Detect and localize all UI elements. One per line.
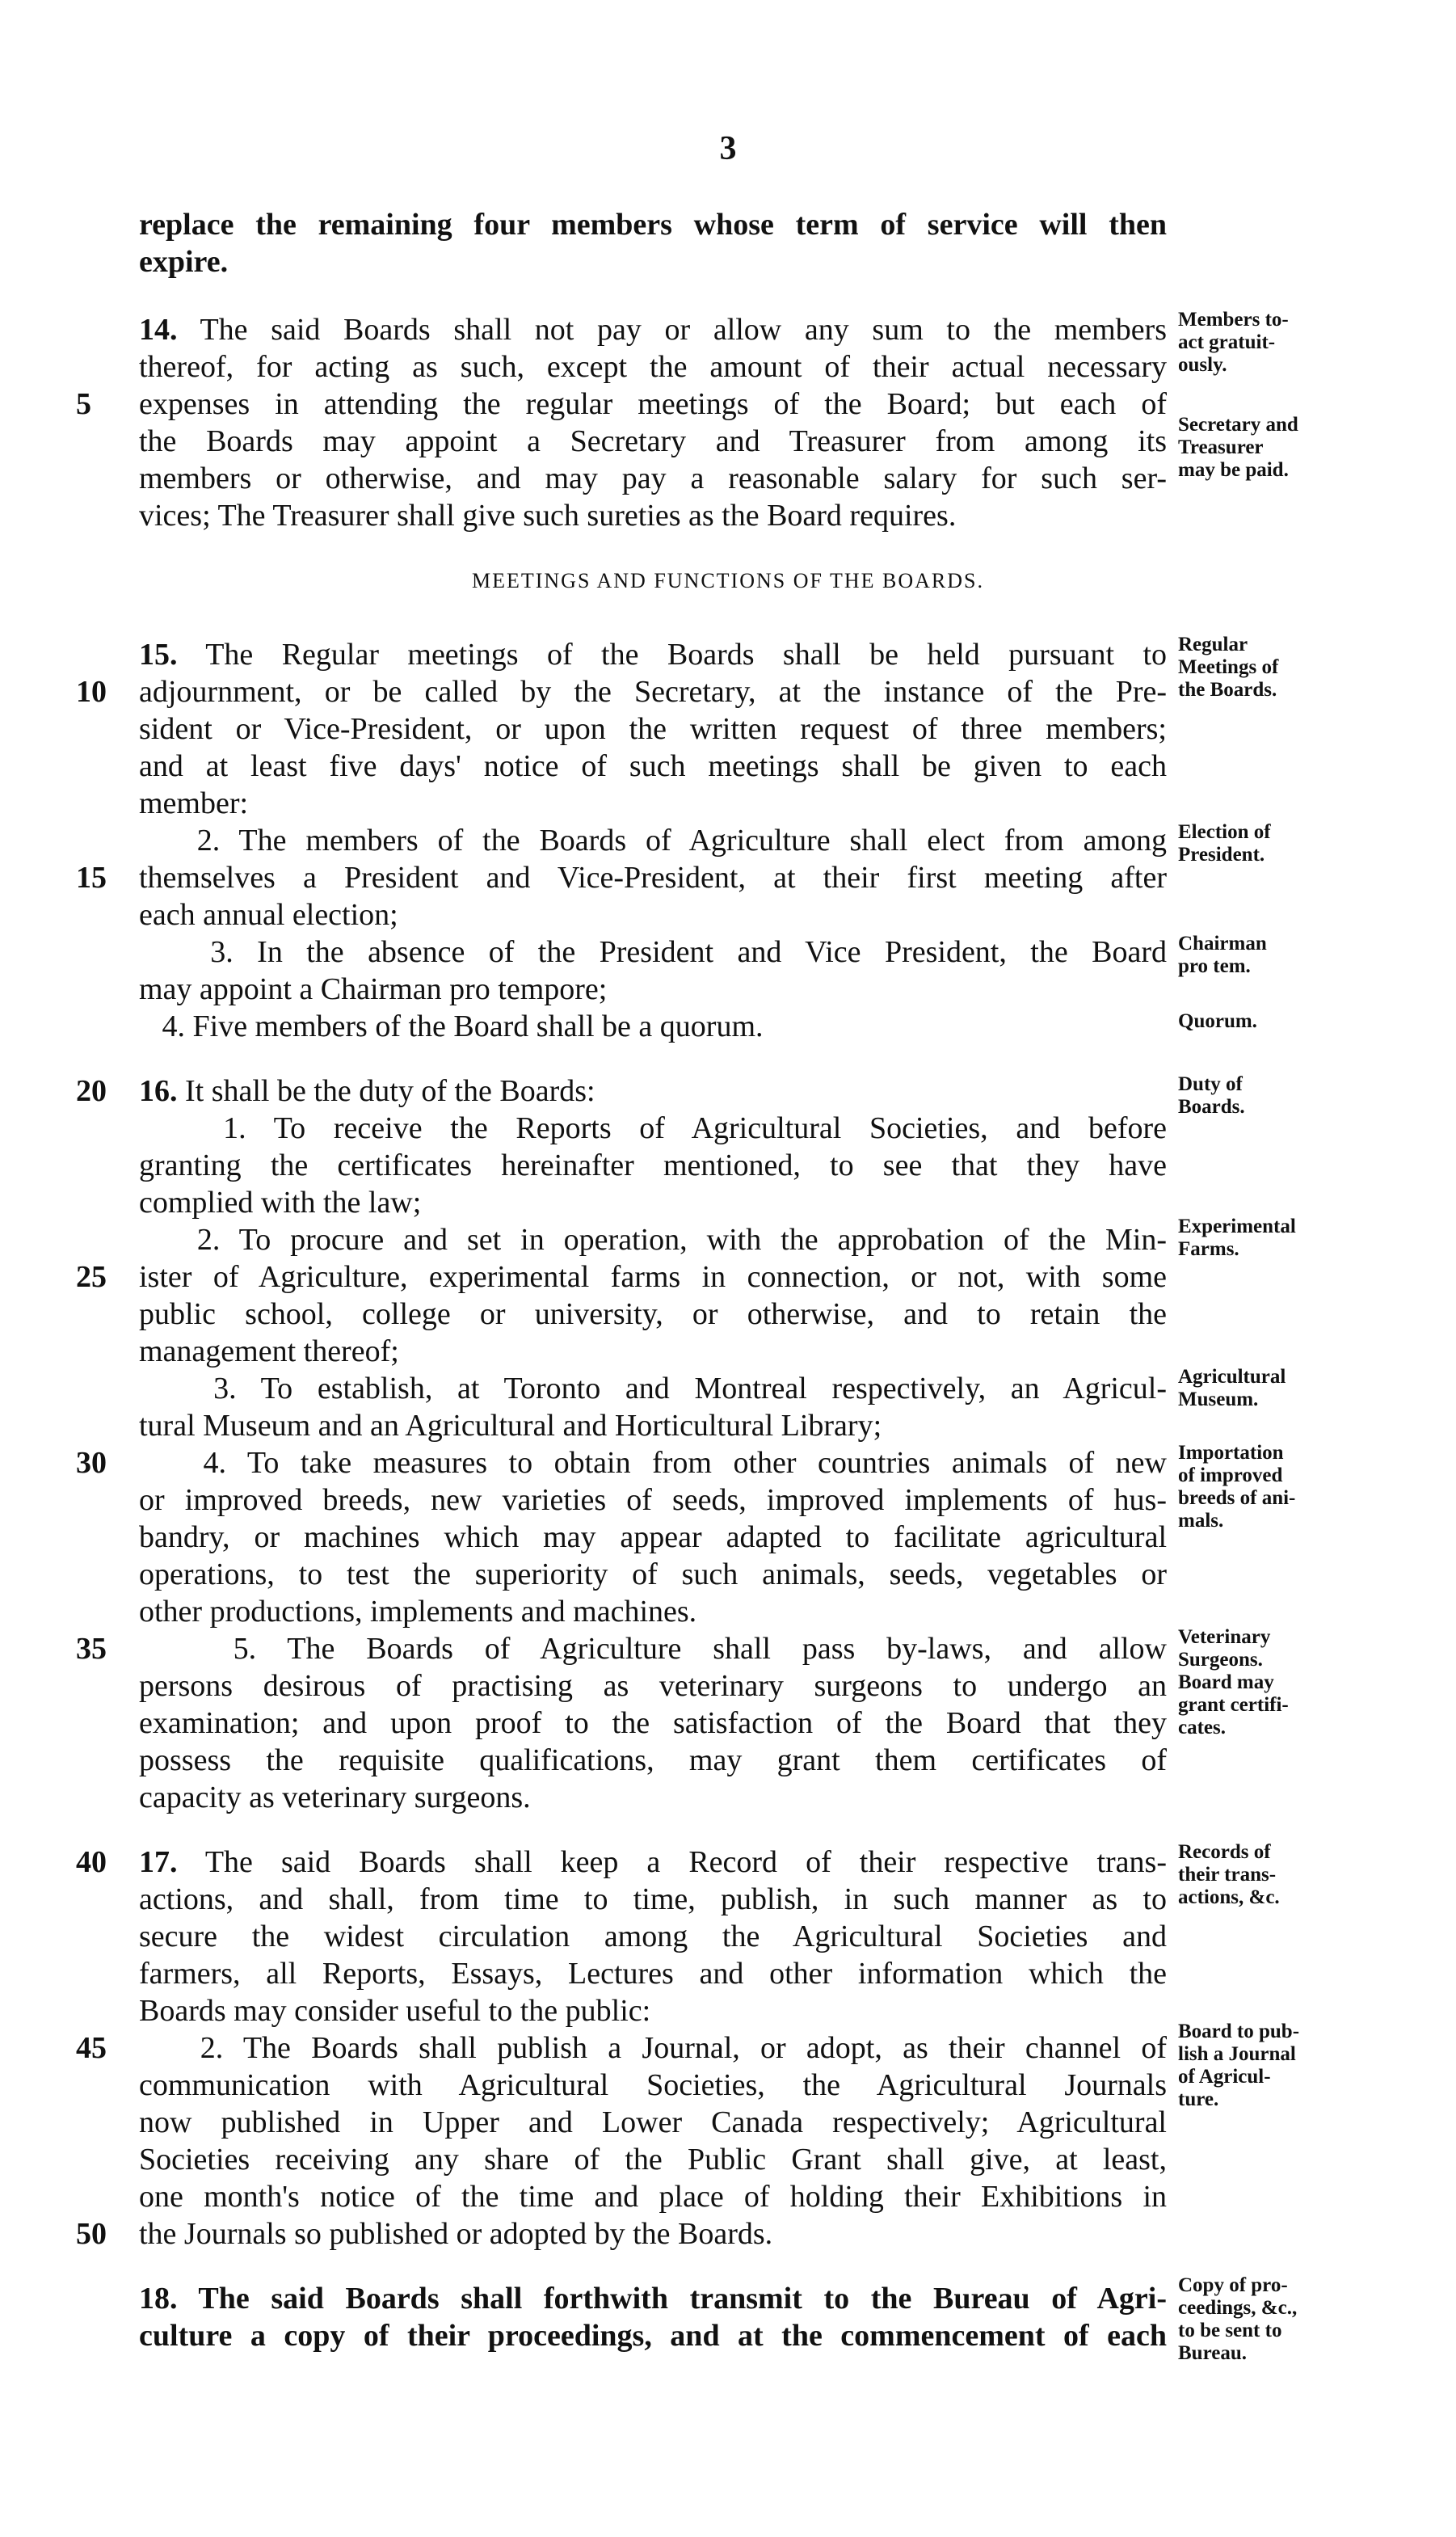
line-number: 15 xyxy=(76,861,107,895)
text-line xyxy=(139,1844,1167,1881)
margin-note: Copy of pro- ceedings, &c., to be sent to Bureau. xyxy=(1178,2274,1298,2364)
text-line xyxy=(139,1407,1167,1444)
text-line xyxy=(139,348,1167,386)
text-line-content: The said Boards shall forthwith transmit to the Bureau of Agri- xyxy=(177,2282,1167,2316)
text-line xyxy=(139,1992,1167,2029)
margin-note: Election of President. xyxy=(1178,821,1271,866)
text-line-content: possess the requisite qualifications, may grant them certificates of xyxy=(139,1743,1167,1777)
text-line xyxy=(139,460,1167,497)
text-line-content: management thereof; xyxy=(139,1334,399,1368)
margin-note: Members to- act gratuit- ously. xyxy=(1178,309,1289,376)
text-line xyxy=(139,1519,1167,1556)
text-line xyxy=(139,1742,1167,1779)
text-line xyxy=(139,206,1167,243)
text-line xyxy=(139,1333,1167,1370)
margin-note: Quorum. xyxy=(1178,1010,1257,1032)
text-line xyxy=(139,710,1167,748)
text-line-content: capacity as veterinary surgeons. xyxy=(139,1781,531,1814)
text-line xyxy=(139,673,1167,710)
text-line-content: culture a copy of their proceedings, and at the commencement of each xyxy=(139,2319,1167,2353)
text-line-content: public school, college or university, or otherwise, and to retain the xyxy=(139,1297,1167,1331)
line-number: 40 xyxy=(76,1845,107,1879)
text-line xyxy=(139,1593,1167,1630)
text-line-content: themselves a President and Vice-President, at their first meeting after xyxy=(139,861,1167,895)
text-line-content: The said Boards shall not pay or allow any sum to the members xyxy=(177,313,1167,347)
section-number: 18. xyxy=(139,2282,178,2316)
text-line xyxy=(139,386,1167,423)
text-line-content: 3. To establish, at Toronto and Montreal respectively, an Agricul- xyxy=(139,1372,1167,1405)
text-line-content: member: xyxy=(139,786,249,820)
text-line-content: expenses in attending the regular meetings of the Board; but each of xyxy=(139,387,1167,421)
line-number: 10 xyxy=(76,675,107,709)
text-line xyxy=(139,1370,1167,1407)
text-line xyxy=(139,2067,1167,2104)
text-line xyxy=(139,859,1167,896)
margin-note: Veterinary Surgeons. Board may grant certifi- cates. xyxy=(1178,1626,1289,1738)
text-line-content: operations, to test the superiority of such animals, seeds, vegetables or xyxy=(139,1557,1167,1591)
section-heading: MEETINGS AND FUNCTIONS OF THE BOARDS. xyxy=(471,569,984,592)
section-number: 17. xyxy=(139,1845,178,1879)
margin-note: Secretary and Treasurer may be paid. xyxy=(1178,414,1298,481)
text-line-content: examination; and upon proof to the satisfaction of the Board that they xyxy=(139,1706,1167,1740)
text-line xyxy=(139,1258,1167,1296)
text-line-content: thereof, for acting as such, except the amount of their actual necessary xyxy=(139,350,1167,384)
text-line xyxy=(139,2141,1167,2178)
text-line-content: persons desirous of practising as veterinary surgeons to undergo an xyxy=(139,1669,1167,1703)
text-line-content: expire. xyxy=(139,245,229,279)
text-line-content: or improved breeds, new varieties of seeds, improved implements of hus- xyxy=(139,1483,1167,1517)
margin-note: Records of their trans- actions, &c. xyxy=(1178,1841,1280,1908)
text-line xyxy=(139,2178,1167,2215)
text-line-content: It shall be the duty of the Boards: xyxy=(177,1074,595,1108)
text-line xyxy=(139,1184,1167,1221)
text-line xyxy=(139,1481,1167,1519)
text-line-content: other productions, implements and machines. xyxy=(139,1595,697,1629)
text-line xyxy=(139,1110,1167,1147)
text-line xyxy=(139,423,1167,460)
margin-note: Regular Meetings of the Boards. xyxy=(1178,634,1279,701)
text-line xyxy=(139,933,1167,971)
text-line xyxy=(139,2104,1167,2141)
text-line-content: now published in Upper and Lower Canada respectively; Agricultural xyxy=(139,2105,1167,2139)
line-number: 5 xyxy=(76,387,91,421)
text-line xyxy=(139,1147,1167,1184)
text-line-content: communication with Agricultural Societies, the Agricultural Journals xyxy=(139,2068,1167,2102)
margin-note: Importation of improved breeds of ani- mals. xyxy=(1178,1442,1296,1532)
text-line xyxy=(139,896,1167,933)
text-line-content: the Journals so published or adopted by the Boards. xyxy=(139,2217,773,2251)
line-number: 30 xyxy=(76,1446,107,1480)
text-line xyxy=(139,311,1167,348)
text-line xyxy=(139,2029,1167,2067)
text-line-content: tural Museum and an Agricultural and Horticultural Library; xyxy=(139,1409,882,1443)
text-line xyxy=(139,971,1167,1008)
text-line-content: vices; The Treasurer shall give such sureties as the Board requires. xyxy=(139,499,957,533)
page-number: 3 xyxy=(719,130,737,167)
text-line-content: replace the remaining four members whose term of service will then xyxy=(139,208,1167,242)
text-line-content: 4. To take measures to obtain from other countries animals of new xyxy=(139,1446,1167,1480)
line-number: 35 xyxy=(76,1632,107,1666)
margin-note: Board to pub- lish a Journal of Agricul- ture. xyxy=(1178,2021,1300,2110)
text-line-content: 3. In the absence of the President and Vice President, the Board xyxy=(139,935,1167,969)
text-line-content: adjournment, or be called by the Secretary, at the instance of the Pre- xyxy=(139,675,1167,709)
text-line-content: 2. The Boards shall publish a Journal, or adopt, as their channel of xyxy=(139,2031,1167,2065)
section-number: 14. xyxy=(139,313,178,347)
text-line-content: actions, and shall, from time to time, publish, in such manner as to xyxy=(139,1882,1167,1916)
text-line xyxy=(139,1296,1167,1333)
text-line-content: 2. To procure and set in operation, with the approbation of the Min- xyxy=(139,1223,1167,1257)
text-line-content: one month's notice of the time and place of holding their Exhibitions in xyxy=(139,2180,1167,2214)
text-line xyxy=(139,1955,1167,1992)
text-line xyxy=(139,636,1167,673)
text-line xyxy=(139,1918,1167,1955)
text-line xyxy=(139,1008,1167,1045)
text-line xyxy=(139,785,1167,822)
text-line-content: The Regular meetings of the Boards shall be held pursuant to xyxy=(177,638,1167,672)
text-line-content: Societies receiving any share of the Public Grant shall give, at least, xyxy=(139,2143,1167,2177)
section-number: 16. xyxy=(139,1074,178,1108)
text-line-content: the Boards may appoint a Secretary and Treasurer from among its xyxy=(139,424,1167,458)
text-line-content: farmers, all Reports, Essays, Lectures and other information which the xyxy=(139,1957,1167,1991)
text-line-content: Boards may consider useful to the public: xyxy=(139,1994,651,2028)
text-line xyxy=(139,1556,1167,1593)
text-line-content: sident or Vice-President, or upon the written request of three members; xyxy=(139,712,1167,746)
text-line-content: may appoint a Chairman pro tempore; xyxy=(139,972,608,1006)
text-line xyxy=(139,2280,1167,2317)
text-line-content: members or otherwise, and may pay a reasonable salary for such ser- xyxy=(139,461,1167,495)
text-line-content: and at least five days' notice of such meetings shall be given to each xyxy=(139,749,1167,783)
margin-note: Agricultural Museum. xyxy=(1178,1366,1286,1410)
text-line xyxy=(139,822,1167,859)
margin-note: Chairman pro tem. xyxy=(1178,933,1267,977)
text-line xyxy=(139,1444,1167,1481)
text-line xyxy=(139,1705,1167,1742)
text-line xyxy=(139,1667,1167,1705)
line-number: 50 xyxy=(76,2217,107,2251)
line-number: 45 xyxy=(76,2031,107,2065)
text-line-content: 4. Five members of the Board shall be a quorum. xyxy=(139,1009,764,1043)
text-line-content: ister of Agriculture, experimental farms in connection, or not, with some xyxy=(139,1260,1167,1294)
text-line xyxy=(139,2317,1167,2354)
text-line xyxy=(139,243,1167,280)
text-line-content: granting the certificates hereinafter mentioned, to see that they have xyxy=(139,1148,1167,1182)
text-line xyxy=(139,1630,1167,1667)
text-line xyxy=(139,1779,1167,1816)
line-number: 20 xyxy=(76,1074,107,1108)
text-line-content: 5. The Boards of Agriculture shall pass by-laws, and allow xyxy=(139,1632,1167,1666)
text-line-content: complied with the law; xyxy=(139,1186,422,1220)
margin-note: Experimental Farms. xyxy=(1178,1216,1296,1260)
text-line-content: bandry, or machines which may appear adapted to facilitate agricultural xyxy=(139,1520,1167,1554)
text-line-content: The said Boards shall keep a Record of their respective trans- xyxy=(177,1845,1167,1879)
text-line xyxy=(139,1881,1167,1918)
text-line xyxy=(139,497,1167,534)
text-line xyxy=(139,1073,1167,1110)
line-number: 25 xyxy=(76,1260,107,1294)
text-line-content: secure the widest circulation among the Agricultural Societies and xyxy=(139,1920,1167,1953)
section-number: 15. xyxy=(139,638,178,672)
margin-note: Duty of Boards. xyxy=(1178,1073,1245,1118)
text-line xyxy=(139,748,1167,785)
text-line xyxy=(139,2215,1167,2253)
text-line-content: 1. To receive the Reports of Agricultural Societies, and before xyxy=(139,1111,1167,1145)
text-line-content: each annual election; xyxy=(139,898,398,932)
text-line xyxy=(139,1221,1167,1258)
text-line-content: 2. The members of the Boards of Agriculture shall elect from among xyxy=(139,824,1167,858)
